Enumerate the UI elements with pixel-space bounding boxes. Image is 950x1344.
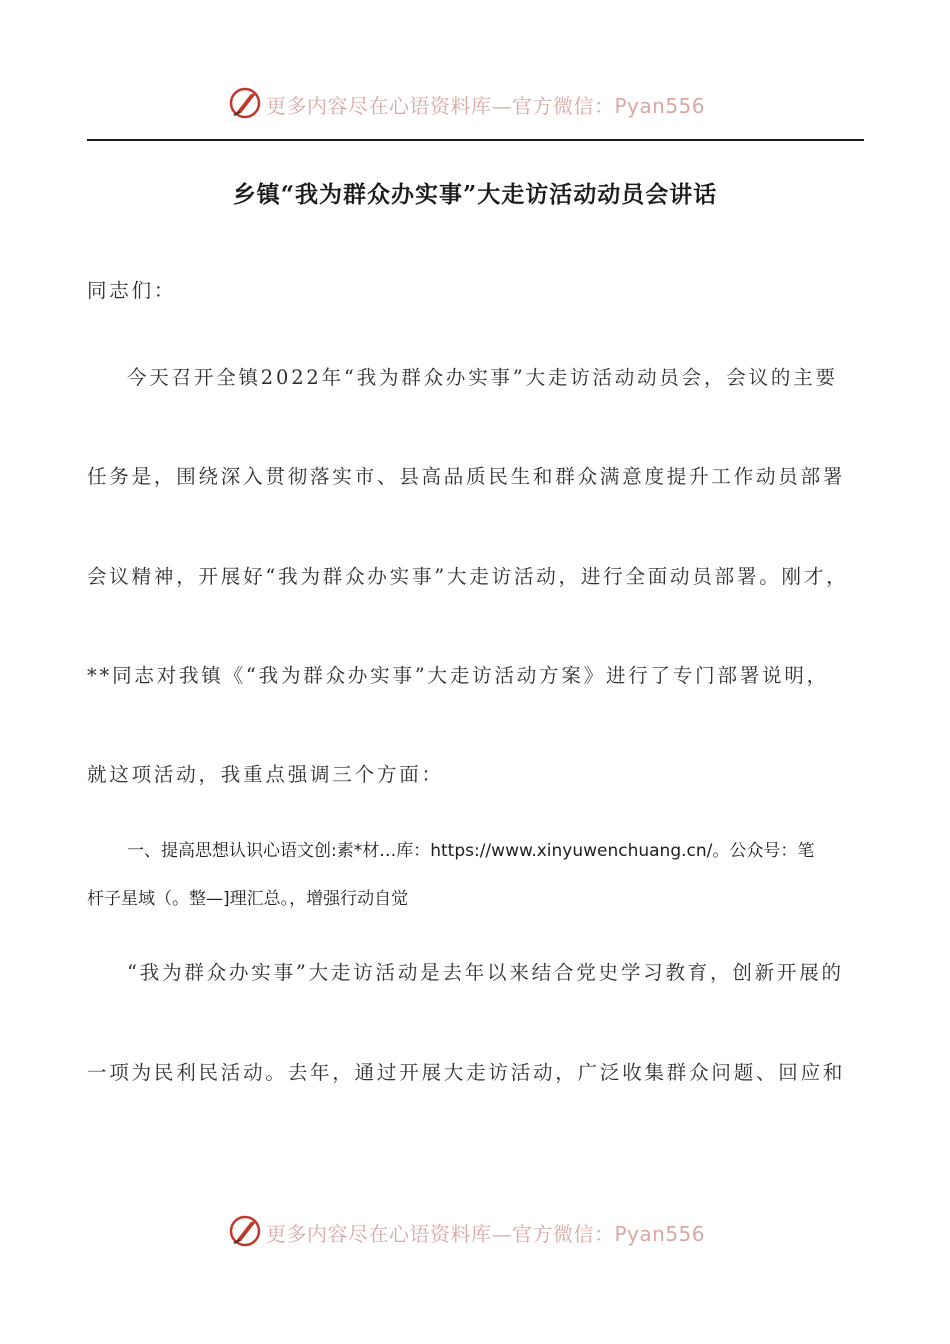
header-watermark [0, 80, 950, 130]
watermark-account: Pyan556 [614, 94, 706, 118]
document-title: 乡镇“我为群众办实事”大走访活动动员会讲话 [232, 181, 718, 208]
section-heading-line: 一、提高思想认识心语文创:素*材…库：https://www.xinyuwenchuang.cn/。公众号：笔 [127, 841, 815, 861]
paragraph-line: **同志对我镇《“我为群众办实事”大走访活动方案》进行了专门部署说明， [87, 664, 829, 687]
paragraph-line: 会议精神，开展好“我为群众办实事”大走访活动，进行全面动员部署。刚才， [87, 565, 849, 588]
header-divider [87, 139, 864, 141]
quill-pen-logo-icon [228, 1214, 262, 1248]
paragraph-line: 任务是，围绕深入贯彻落实市、县高品质民生和群众满意度提升工作动员部署 [87, 465, 846, 488]
footer-watermark [0, 1208, 950, 1258]
watermark-text: 更多内容尽在心语资料库—官方微信： [266, 1222, 615, 1246]
paragraph-line: 就这项活动，我重点强调三个方面： [87, 763, 444, 786]
paragraph-line: “我为群众办实事”大走访活动是去年以来结合党史学习教育，创新开展的 [127, 961, 844, 984]
paragraph-line: 今天召开全镇2022年“我为群众办实事”大走访活动动员会，会议的主要 [127, 366, 838, 389]
watermark-account: Pyan556 [614, 1222, 706, 1246]
quill-pen-logo-icon [228, 86, 262, 120]
salutation: 同志们： [87, 279, 177, 302]
watermark-text: 更多内容尽在心语资料库—官方微信： [266, 94, 615, 118]
section-heading-line: 杆子星域（。整—]理汇总。，增强行动自觉 [87, 889, 409, 909]
paragraph-line: 一项为民利民活动。去年，通过开展大走访活动，广泛收集群众问题、回应和 [87, 1061, 846, 1084]
